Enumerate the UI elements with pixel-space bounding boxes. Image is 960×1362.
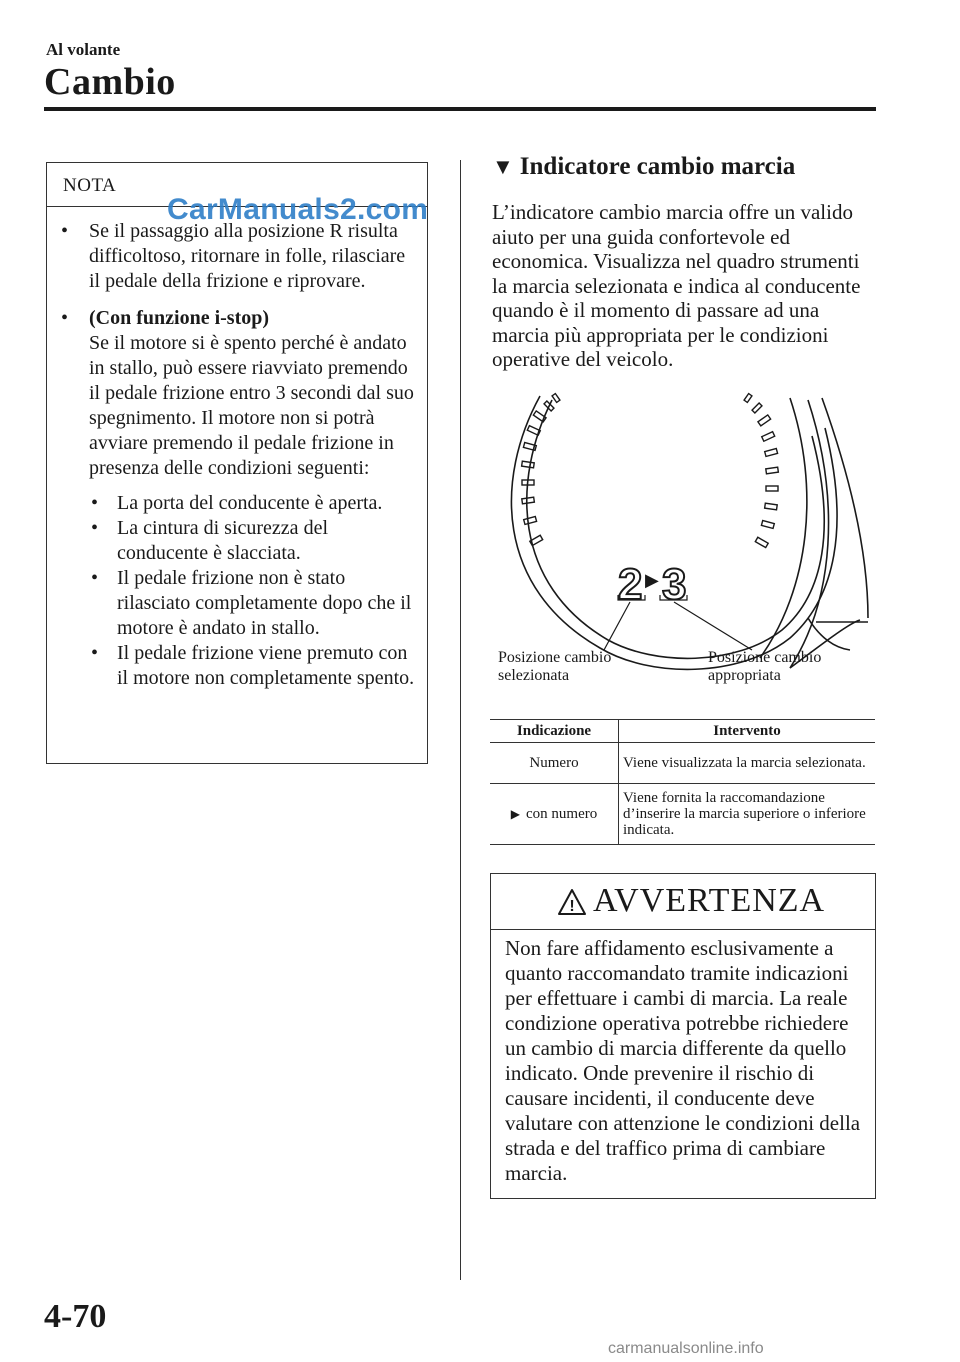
bullet-icon: •: [61, 307, 69, 329]
note-sub-item-text: La cintura di sicurezza del conducente è slacciata.: [117, 517, 328, 564]
footer-watermark: carmanualsonline.info: [608, 1340, 764, 1357]
target-gear-digit: 3: [662, 560, 687, 609]
note-sub-item-text: Il pedale frizione viene premuto con il motore non completamente spento.: [117, 642, 415, 689]
table-header-indicazione: Indicazione: [490, 720, 619, 743]
tick-mark: [765, 449, 778, 457]
note-sub-item-text: La porta del conducente è aperta.: [117, 492, 383, 514]
tick-mark: [755, 537, 768, 547]
note-item-2-heading: (Con funzione i-stop): [89, 307, 270, 329]
tick-mark: [758, 415, 771, 426]
section-heading: [492, 153, 795, 181]
tick-mark: [533, 411, 546, 422]
tick-mark: [752, 403, 762, 413]
warning-box: [490, 873, 876, 1199]
table-arrow-icon: ▶: [510, 807, 520, 821]
shift-indicator-figure: [490, 388, 876, 700]
note-sub-item: [89, 516, 421, 566]
table-cell-action-2: Viene fornita la raccomandazione d’inserire la marcia superiore o inferiore indicata.: [619, 784, 876, 845]
tick-mark: [766, 486, 778, 491]
note-sub-item: [89, 566, 421, 641]
shift-arrow-icon: ▶: [645, 570, 659, 591]
note-item-1-text: Se il passaggio alla posizione R risulta difficoltoso, ritornare in folle, rilasciare il pedale della frizione e riprovare.: [89, 220, 406, 292]
tick-mark: [762, 432, 775, 442]
table-cell-arrow-numero: [490, 784, 619, 845]
dial-line-2: [790, 400, 829, 668]
note-sub-item-text: Il pedale frizione non è stato rilasciato completamente dopo che il motore è andato in stallo.: [117, 567, 412, 639]
header-rule: [44, 107, 876, 111]
tick-mark: [552, 394, 560, 403]
note-item-2: [61, 306, 421, 691]
section-heading-text: Indicatore cambio marcia: [519, 153, 796, 180]
leader-left: [604, 602, 630, 650]
note-item-1: [61, 219, 421, 294]
sub-bullet-icon: •: [91, 492, 99, 514]
table-cell-arrow-label: con numero: [526, 806, 598, 822]
section-label: Al volante: [46, 40, 121, 59]
page-number: 4-70: [44, 1298, 107, 1335]
note-sub-list: [89, 491, 421, 691]
current-gear-digit: 2: [618, 560, 643, 609]
column-divider: [460, 160, 461, 1280]
label-selected-line1: Posizione cambio: [498, 649, 612, 666]
warning-text: Non fare affidamento esclusivamente a quanto raccomandato tramite indicazioni per effettuare i cambi di marcia. La reale condizione operativa potrebbe richiedere un cambio di marcia differente da quello indicato. Onde prevenire il rischio di causare incidenti, il conducente deve valutare con attenzione le condizioni della strada e del traffico prima di cambiare marcia.: [505, 936, 861, 1185]
tick-mark: [765, 503, 778, 510]
label-selected-line2: selezionata: [498, 667, 570, 684]
tick-mark: [744, 394, 752, 403]
warning-header: [491, 874, 875, 930]
tick-mark: [766, 467, 779, 474]
dial-arc-inner: [527, 400, 824, 658]
table-row: [490, 784, 875, 845]
dial-arc-outer: [511, 396, 837, 669]
leader-right: [674, 602, 752, 650]
chapter-title: Cambio: [44, 61, 176, 103]
tick-mark: [530, 535, 543, 545]
tick-mark: [524, 517, 537, 525]
table-row: [490, 743, 875, 784]
sub-bullet-icon: •: [91, 567, 99, 589]
table-cell-numero: Numero: [490, 743, 619, 784]
table-header-intervento: Intervento: [619, 720, 876, 743]
watermark-carmanuals2: CarManuals2.com: [167, 193, 429, 226]
bullet-icon: •: [61, 220, 69, 242]
warning-title: AVVERTENZA: [593, 882, 826, 919]
label-appropriate-line1: Posizione cambio: [708, 649, 822, 666]
note-sub-item: [89, 641, 421, 691]
warning-exclaim-glyph: !: [569, 898, 575, 915]
sub-bullet-icon: •: [91, 642, 99, 664]
note-sub-item: [89, 491, 421, 516]
note-title: NOTA: [63, 175, 117, 196]
warning-triangle-icon: [557, 888, 587, 916]
indicator-table: [490, 719, 875, 845]
dial-line-1: [760, 398, 807, 658]
table-header-row: [490, 720, 875, 743]
tick-mark: [527, 426, 540, 436]
note-item-2-text: Se il motore si è spento perché è andato in stallo, può essere riavviato premendo il pedale frizione entro 3 secondi dal suo spegnimento. Il motore non si potrà avviare premendo il pedale frizione in presenza delle condizioni seguenti:: [89, 332, 414, 479]
note-box: [46, 162, 428, 764]
section-intro: L’indicatore cambio marcia offre un valido aiuto per una guida confortevole ed economica. Visualizza nel quadro strumenti la marcia selezionata e indica al conducente quando è il momento di passare ad una marcia più appropriata per le condizioni operative del veicolo.: [492, 200, 861, 371]
sub-bullet-icon: •: [91, 517, 99, 539]
note-body: [61, 219, 421, 703]
label-appropriate-line2: appropriata: [708, 667, 781, 684]
table-cell-action-1: Viene visualizzata la marcia selezionata.: [619, 743, 876, 784]
tick-mark: [522, 461, 535, 468]
tick-mark: [761, 521, 774, 529]
tick-mark: [522, 497, 535, 504]
section-marker-icon: ▼: [492, 154, 514, 179]
